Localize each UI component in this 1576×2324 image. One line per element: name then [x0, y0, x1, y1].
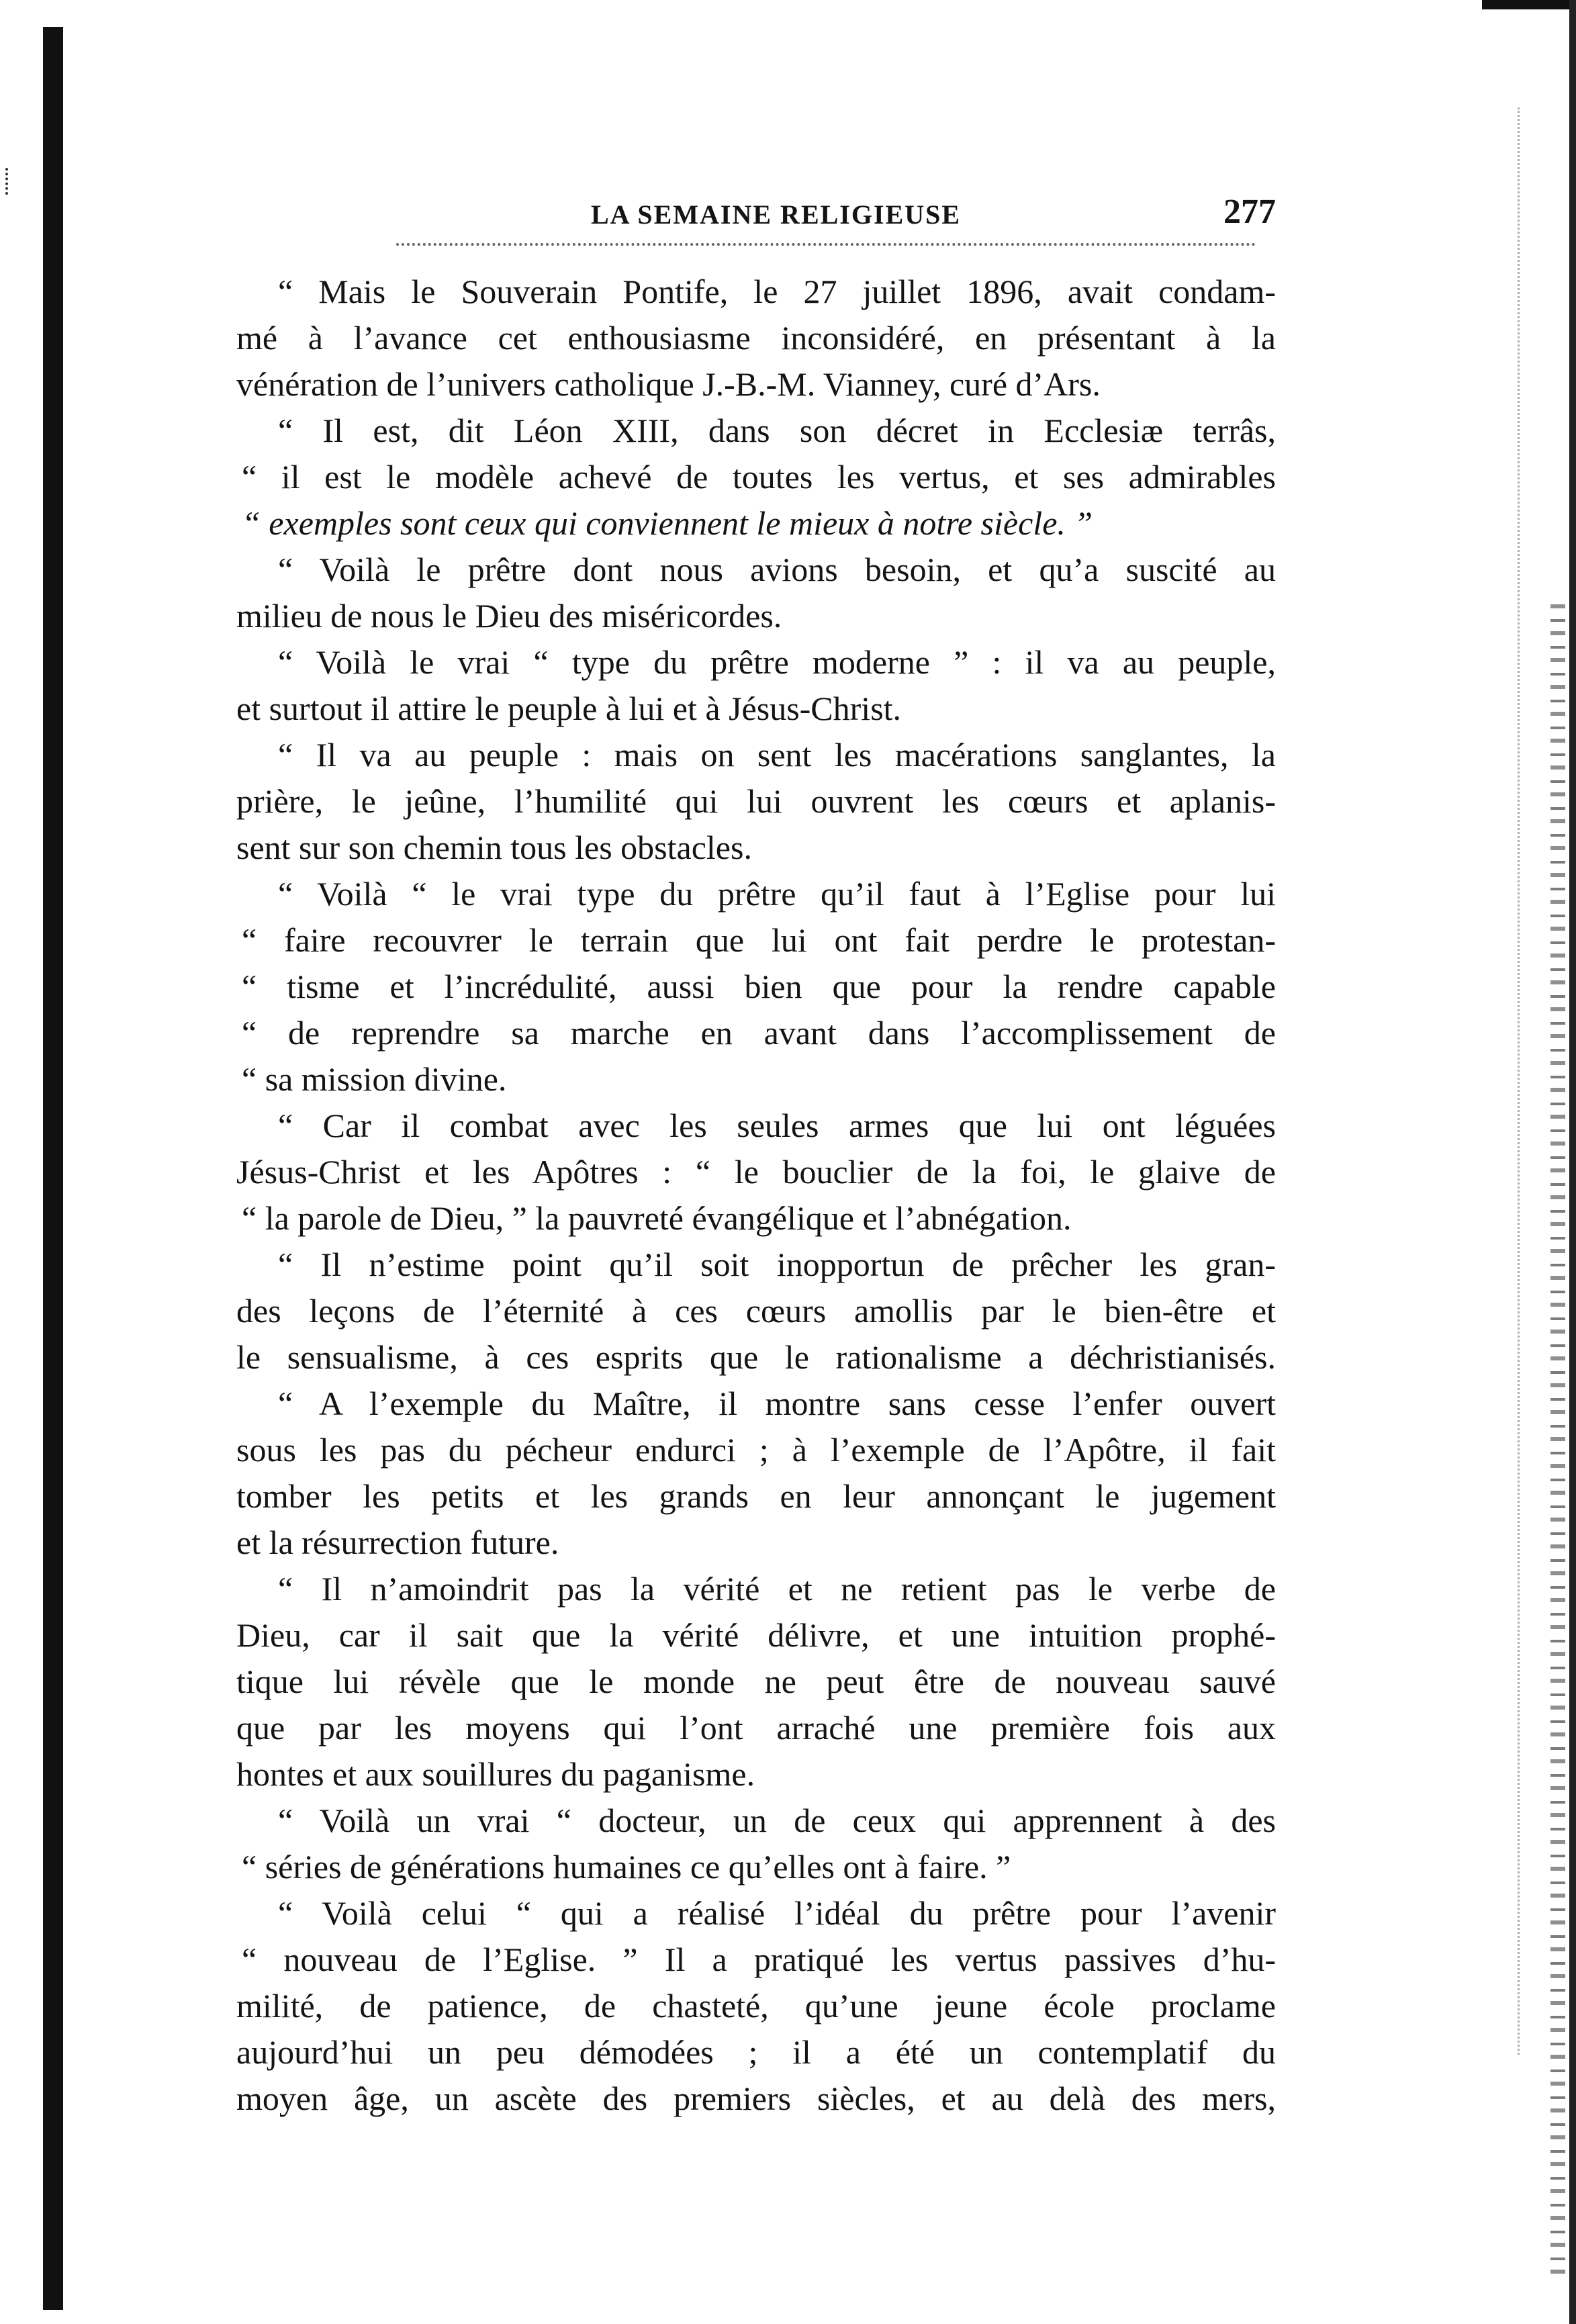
text-line: “ A l’exemple du Maître, il montre sans cesse l’enfer ouvert	[278, 1385, 1276, 1422]
header-dotted-rule	[396, 243, 1256, 248]
scan-left-specks	[5, 168, 15, 195]
text-line: milieu de nous le Dieu des miséricordes.	[236, 597, 782, 635]
text-line: que par les moyens qui l’ont arraché une première fois aux	[236, 1709, 1276, 1747]
text-line: “ la parole de Dieu, ” la pauvreté évangélique et l’abnégation.	[242, 1199, 1072, 1237]
text-line: “ séries de générations humaines ce qu’elles ont à faire. ”	[242, 1848, 1011, 1886]
text-line: tomber les petits et les grands en leur annonçant le jugement	[236, 1477, 1276, 1515]
text-line: “ Voilà “ le vrai type du prêtre qu’il faut à l’Eglise pour lui	[278, 875, 1276, 913]
scan-right-margin-shadow	[1569, 0, 1576, 2324]
scan-right-specks	[1518, 107, 1522, 2055]
scan-right-binding-noise	[1550, 604, 1565, 2283]
text-line: “ Il n’amoindrit pas la vérité et ne retient pas le verbe de	[278, 1570, 1276, 1608]
text-line: “ Il est, dit Léon XIII, dans son décret in Ecclesiæ terrâs,	[278, 412, 1276, 449]
text-line: “ Il va au peuple : mais on sent les macérations sanglantes, la	[278, 736, 1276, 774]
running-head: LA SEMAINE RELIGIEUSE	[591, 199, 962, 230]
text-line: vénération de l’univers catholique J.-B.-M. Vianney, curé d’Ars.	[236, 365, 1101, 403]
scan-left-margin-shadow	[43, 27, 63, 2310]
text-line: tique lui révèle que le monde ne peut être de nouveau sauvé	[236, 1663, 1276, 1700]
page-number: 277	[1223, 193, 1276, 231]
text-line: Jésus-Christ et les Apôtres : “ le bouclier de la foi, le glaive de	[236, 1153, 1276, 1191]
text-line: “ Voilà le prêtre dont nous avions besoin, et qu’a suscité au	[278, 551, 1276, 588]
text-line: “ Il n’estime point qu’il soit inopportun de prêcher les gran-	[278, 1246, 1276, 1283]
text-line: “ Mais le Souverain Pontife, le 27 juillet 1896, avait condam-	[278, 273, 1276, 310]
text-line: “ Voilà celui “ qui a réalisé l’idéal du prêtre pour l’avenir	[278, 1894, 1276, 1932]
text-line: “ Voilà le vrai “ type du prêtre moderne ” : il va au peuple,	[278, 643, 1276, 681]
text-line: “ Car il combat avec les seules armes que lui ont léguées	[278, 1107, 1276, 1144]
text-line: “ de reprendre sa marche en avant dans l’accomplissement de	[242, 1014, 1276, 1052]
body-text	[236, 269, 1276, 2122]
text-line: le sensualisme, à ces esprits que le rationalisme a déchristianisés.	[236, 1338, 1276, 1376]
text-line: “ Voilà un vrai “ docteur, un de ceux qui apprennent à des	[278, 1802, 1276, 1839]
scan-top-right-shadow	[1482, 0, 1576, 9]
text-line: sent sur son chemin tous les obstacles.	[236, 829, 752, 866]
text-line: “ exemples sont ceux qui conviennent le mieux à notre siècle. ”	[242, 504, 1093, 542]
text-line: hontes et aux souillures du paganisme.	[236, 1755, 755, 1793]
text-line: des leçons de l’éternité à ces cœurs amollis par le bien-être et	[236, 1292, 1276, 1330]
text-line: “ sa mission divine.	[242, 1060, 507, 1098]
text-line: milité, de patience, de chasteté, qu’une jeune école proclame	[236, 1987, 1276, 2025]
text-line: mé à l’avance cet enthousiasme inconsidéré, en présentant à la	[236, 319, 1276, 357]
text-line: moyen âge, un ascète des premiers siècles, et au delà des mers,	[236, 2080, 1276, 2117]
text-line: sous les pas du pécheur endurci ; à l’exemple de l’Apôtre, il fait	[236, 1431, 1276, 1469]
text-line: Dieu, car il sait que la vérité délivre, et une intuition prophé-	[236, 1616, 1276, 1654]
text-line: “ nouveau de l’Eglise. ” Il a pratiqué les vertus passives d’hu-	[242, 1941, 1276, 1978]
text-line: et surtout il attire le peuple à lui et à Jésus-Christ.	[236, 690, 902, 727]
text-line: “ faire recouvrer le terrain que lui ont fait perdre le protestan-	[242, 921, 1276, 959]
text-line: prière, le jeûne, l’humilité qui lui ouvrent les cœurs et aplanis-	[236, 782, 1276, 820]
text-line: “ tisme et l’incrédulité, aussi bien que pour la rendre capable	[242, 968, 1276, 1005]
text-line: et la résurrection future.	[236, 1524, 559, 1561]
text-line: aujourd’hui un peu démodées ; il a été un contemplatif du	[236, 2033, 1276, 2071]
page-header	[242, 189, 1276, 243]
text-line: “ il est le modèle achevé de toutes les vertus, et ses admirables	[242, 458, 1276, 496]
